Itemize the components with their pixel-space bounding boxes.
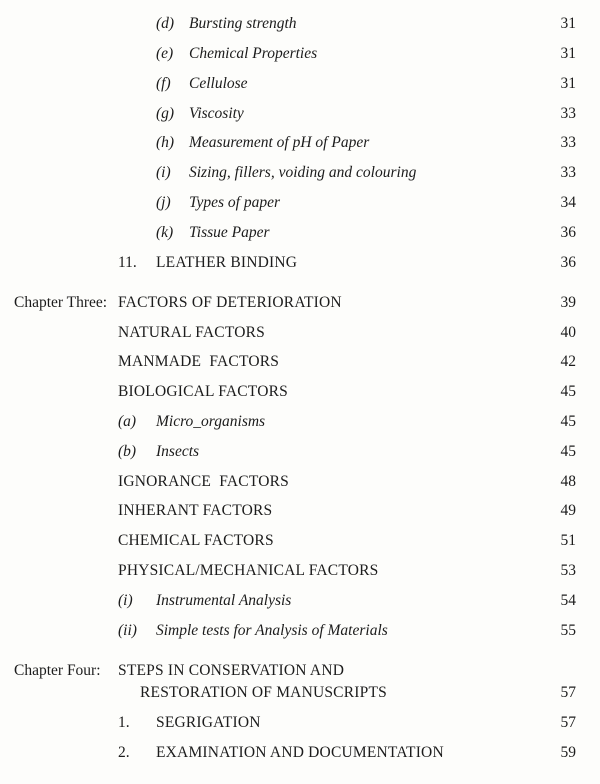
page-number: 31	[560, 45, 576, 62]
entry-title: MANMADE FACTORS	[118, 353, 280, 370]
entry-title: NATURAL FACTORS	[118, 324, 265, 341]
chapter-heading-continued	[0, 681, 600, 705]
entry-title: LEATHER BINDING	[156, 254, 298, 271]
entry-label: (a)	[118, 413, 137, 430]
toc-entry	[0, 191, 600, 215]
chapter-label: Chapter Four:	[14, 662, 101, 679]
entry-title: Measurement of pH of Paper	[189, 134, 370, 151]
page-number: 59	[560, 744, 576, 761]
chapter-label: Chapter Three:	[14, 294, 108, 311]
entry-number: 1.	[118, 714, 130, 731]
toc-entry	[0, 410, 600, 434]
entry-label: (e)	[156, 45, 174, 62]
entry-title: Simple tests for Analysis of Materials	[156, 622, 388, 639]
entry-label: (k)	[156, 224, 174, 241]
entry-title: EXAMINATION AND DOCUMENTATION	[156, 744, 444, 761]
page-number: 45	[560, 383, 576, 400]
entry-title: PHYSICAL/MECHANICAL FACTORS	[118, 562, 379, 579]
page-number: 31	[560, 15, 576, 32]
chapter-heading	[0, 659, 600, 683]
page-number: 31	[560, 75, 576, 92]
page-number: 42	[560, 353, 576, 370]
page-number: 54	[560, 592, 576, 609]
page-number: 48	[560, 473, 576, 490]
entry-title: Viscosity	[189, 105, 244, 122]
page-number: 45	[560, 443, 576, 460]
page-number: 51	[560, 532, 576, 549]
toc-entry	[0, 559, 600, 583]
toc-entry	[0, 380, 600, 404]
toc-entry	[0, 589, 600, 613]
entry-title: Micro_organisms	[156, 413, 266, 430]
entry-title: INHERANT FACTORS	[118, 502, 273, 519]
entry-title: Instrumental Analysis	[156, 592, 292, 609]
entry-label: (d)	[156, 15, 175, 32]
toc-entry	[0, 321, 600, 345]
entry-number: 2.	[118, 744, 130, 761]
entry-title: Insects	[156, 443, 200, 460]
entry-label: (j)	[156, 194, 171, 211]
page-number: 53	[560, 562, 576, 579]
entry-label: (i)	[156, 164, 171, 181]
chapter-title: RESTORATION OF MANUSCRIPTS	[140, 684, 387, 701]
entry-label: (g)	[156, 105, 175, 122]
entry-title: Cellulose	[189, 75, 248, 92]
toc-entry	[0, 42, 600, 66]
chapter-title: FACTORS OF DETERIORATION	[118, 294, 342, 311]
toc-entry	[0, 102, 600, 126]
entry-title: Tissue Paper	[189, 224, 270, 241]
toc-entry	[0, 12, 600, 36]
toc-entry	[0, 499, 600, 523]
entry-title: IGNORANCE FACTORS	[118, 473, 289, 490]
entry-number: 11.	[118, 254, 137, 271]
toc-entry	[0, 529, 600, 553]
page-number: 55	[560, 622, 576, 639]
page-number: 39	[560, 294, 576, 311]
chapter-heading	[0, 291, 600, 315]
entry-title: Sizing, fillers, voiding and colouring	[189, 164, 417, 181]
page-number: 33	[560, 134, 576, 151]
toc-entry	[0, 470, 600, 494]
entry-label: (ii)	[118, 622, 137, 639]
entry-title: BIOLOGICAL FACTORS	[118, 383, 288, 400]
toc-entry	[0, 72, 600, 96]
entry-title: CHEMICAL FACTORS	[118, 532, 274, 549]
page-number: 33	[560, 105, 576, 122]
toc-entry	[0, 251, 600, 275]
toc-entry	[0, 131, 600, 155]
entry-title: Chemical Properties	[189, 45, 318, 62]
entry-label: (f)	[156, 75, 171, 92]
page-number: 36	[560, 254, 576, 271]
toc-entry	[0, 350, 600, 374]
chapter-title: STEPS IN CONSERVATION AND	[118, 662, 345, 679]
entry-title: Types of paper	[189, 194, 280, 211]
page-number: 49	[560, 502, 576, 519]
page-number: 40	[560, 324, 576, 341]
toc-entry	[0, 619, 600, 643]
page-number: 34	[560, 194, 576, 211]
entry-title: SEGRIGATION	[156, 714, 261, 731]
page-number: 57	[560, 684, 576, 701]
toc-entry	[0, 711, 600, 735]
page-number: 33	[560, 164, 576, 181]
page-number: 45	[560, 413, 576, 430]
page-number: 36	[560, 224, 576, 241]
toc-entry	[0, 221, 600, 245]
entry-title: Bursting strength	[189, 15, 297, 32]
entry-label: (h)	[156, 134, 175, 151]
toc-entry	[0, 161, 600, 185]
entry-label: (b)	[118, 443, 137, 460]
toc-entry	[0, 440, 600, 464]
page-number: 57	[560, 714, 576, 731]
entry-label: (i)	[118, 592, 133, 609]
toc-entry	[0, 741, 600, 765]
